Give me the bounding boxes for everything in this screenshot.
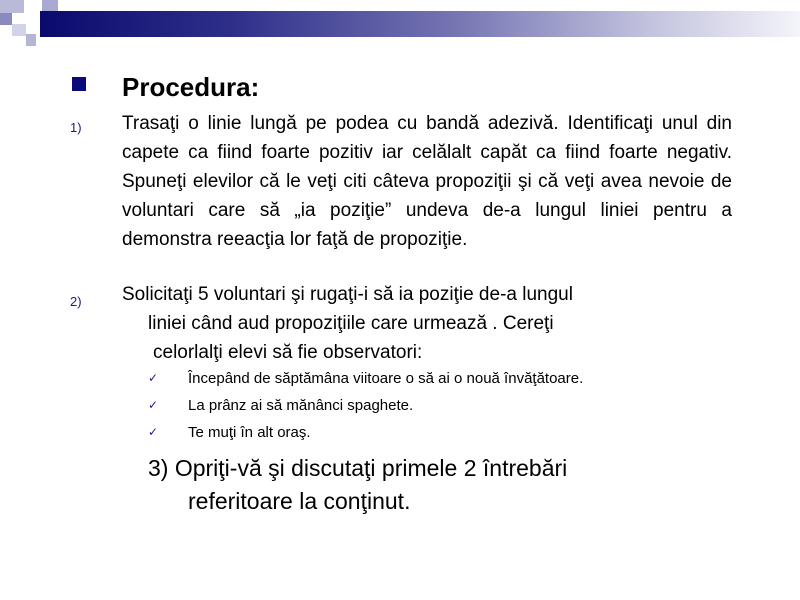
item-2-line: Solicitaţi 5 voluntari şi rugaţi-i să ia poziţie de-a lungul: [122, 284, 573, 305]
check-bullet-icon: ✓: [148, 371, 159, 385]
item-1-text: Trasaţi o linie lungă pe podea cu bandă adezivă. Identificaţi unul din capete ca fiind foarte pozitiv iar celălalt capăt ca fiind foarte negativ. Spuneţi elevilor că le veţi citi câteva propoziţii şi că veţi avea nevoie de voluntari care să „ia poziţie” undeva de-a lungul liniei pentru a demonstra reeacţia lor faţă de propoziţie.: [122, 113, 732, 250]
square-bullet-icon: [72, 77, 86, 91]
deco-square: [0, 0, 24, 13]
header-squares: [0, 0, 60, 50]
item-3-line: referitoare la conţinut.: [188, 488, 411, 514]
slide-title: Procedura:: [122, 72, 260, 102]
deco-square: [42, 0, 58, 11]
sub-item: La prânz ai să mănânci spaghete.: [188, 397, 414, 414]
item-2-line: liniei când aud propoziţiile care urmează . Cereţi: [148, 313, 554, 334]
check-bullet-icon: ✓: [148, 398, 159, 412]
deco-square: [0, 13, 12, 25]
sub-item: Te muţi în alt oraş.: [188, 424, 311, 441]
item-number: 2): [70, 294, 82, 309]
deco-square: [12, 24, 26, 36]
item-3-line: 3) Opriţi-vă şi discutaţi primele 2 întrebări: [148, 455, 568, 481]
item-2-line: celorlalţi elevi să fie observatori:: [153, 342, 423, 363]
sub-item: Începând de săptămâna viitoare o să ai o nouă învăţătoare.: [188, 370, 584, 387]
item-number: 1): [70, 120, 82, 135]
check-bullet-icon: ✓: [148, 425, 159, 439]
deco-square: [26, 34, 36, 46]
header-gradient-bar: [40, 11, 800, 37]
